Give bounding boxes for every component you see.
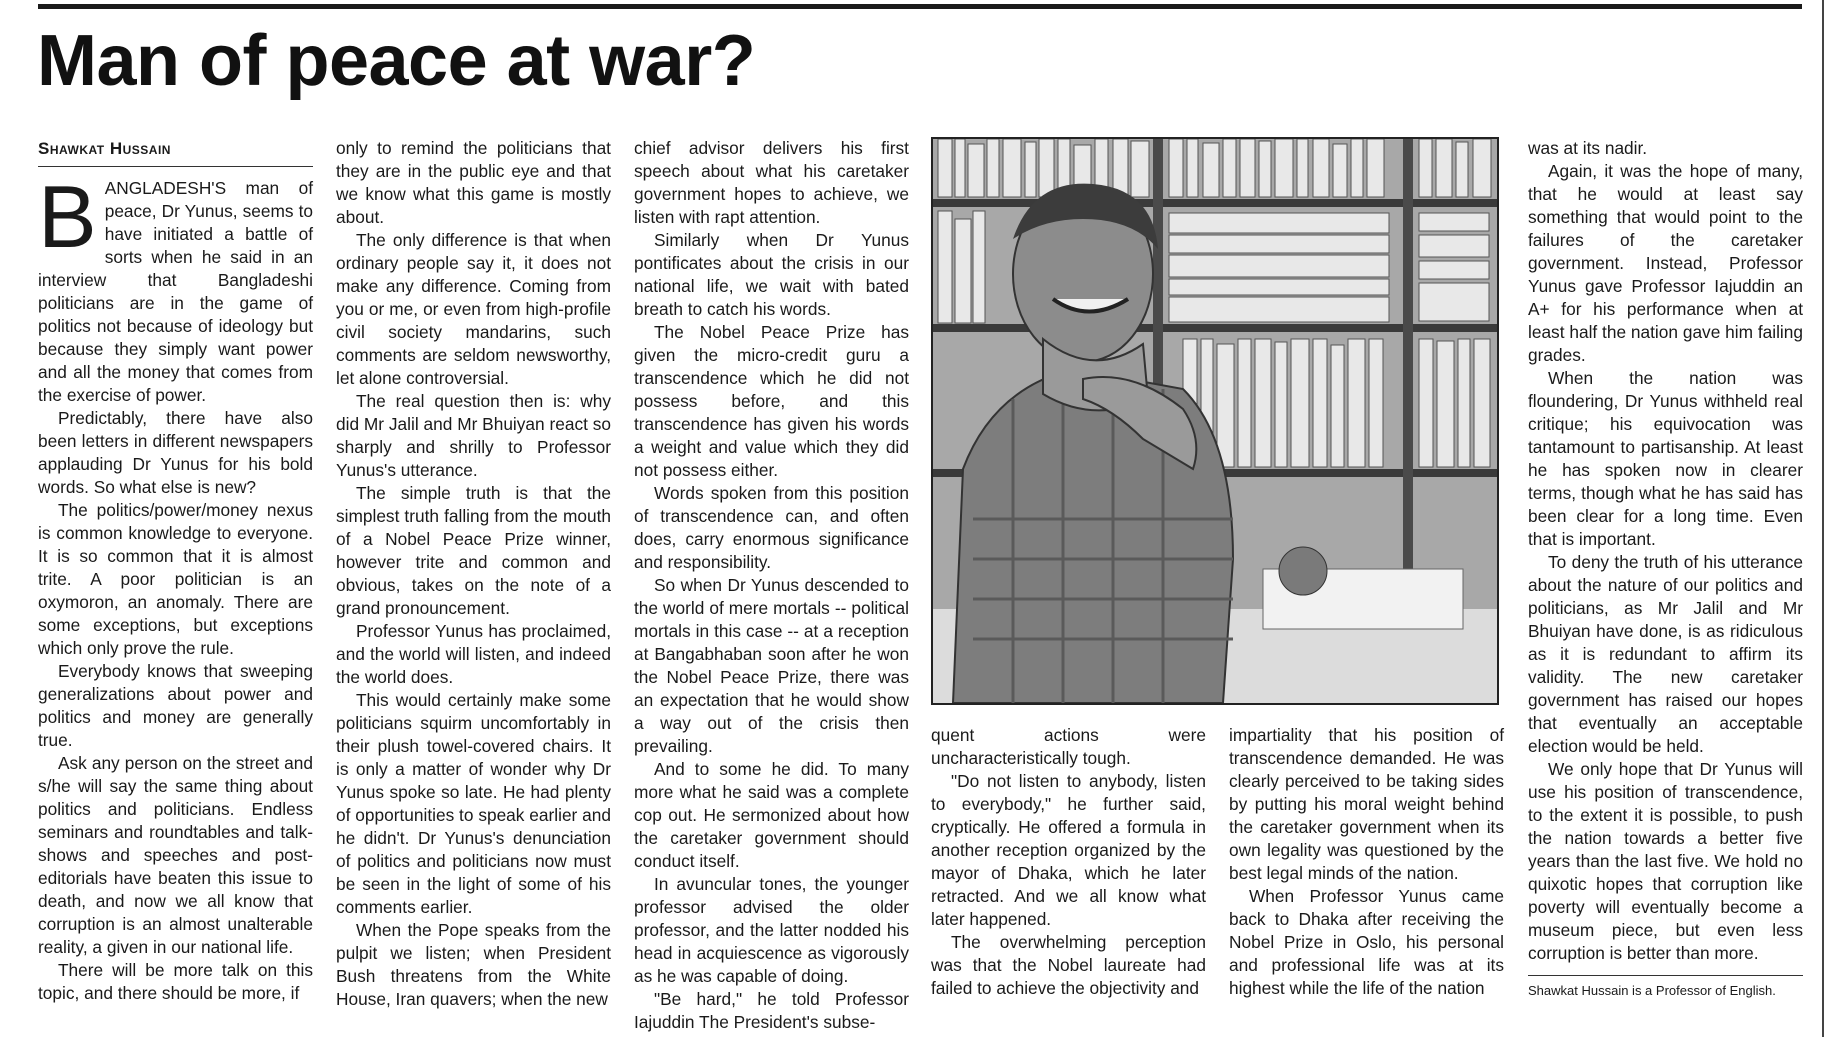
paragraph: Professor Yunus has proclaimed, and the world will listen, and indeed the world does. <box>336 621 611 687</box>
paragraph: The simple truth is that the simplest truth falling from the mouth of a Nobel Peace Prize winner, however trite and common and obvious, takes on the note of a grand pronouncement. <box>336 483 611 618</box>
drop-cap: B <box>38 167 97 266</box>
footnote-rule <box>1528 975 1803 1000</box>
paragraph: Similarly when Dr Yunus pontificates about the crisis in our national life, we wait with bated breath to catch his words. <box>634 230 909 319</box>
paragraph: And to some he did. To many more what he said was a complete cop out. He sermonized about how the caretaker government should conduct itself. <box>634 759 909 871</box>
paragraph: When the Pope speaks from the pulpit we listen; when President Bush threatens from the White House, Iran quavers; when the new <box>336 920 611 1009</box>
paragraph: When Professor Yunus came back to Dhaka after receiving the Nobel Prize in Oslo, his personal and professional life was at its highest while the life of the nation <box>1229 886 1504 998</box>
byline-name: Shawkat Hussain <box>38 139 171 158</box>
portrait-illustration <box>933 139 1497 703</box>
page-edge <box>1822 0 1824 1037</box>
column-1 <box>38 137 313 1005</box>
column-6 <box>1528 137 1803 1000</box>
paragraph: "Do not listen to anybody, listen to everybody," he further said, cryptically. He offered a formula in another reception organized by the mayor of Dhaka, which he later retracted. And we all know what later happened. <box>931 771 1206 929</box>
column-3 <box>634 137 909 1034</box>
paragraph: There will be more talk on this topic, and there should be more, if <box>38 960 313 1003</box>
column-4 <box>931 724 1206 1000</box>
paragraph: chief advisor delivers his first speech about what his caretaker government hopes to achieve, we listen with rapt attention. <box>634 138 909 227</box>
paragraph: Words spoken from this position of transcendence can, and often does, carry enormous significance and responsibility. <box>634 483 909 572</box>
paragraph: The Nobel Peace Prize has given the micro-credit guru a transcendence which he did not possess before, and this transcendence has given his words a weight and value which they did not possess either. <box>634 322 909 480</box>
paragraph: "Be hard," he told Professor Iajuddin The President's subse- <box>634 989 909 1032</box>
paragraph: The only difference is that when ordinary people say it, it does not make any difference. Coming from you or me, or even from high-profile civil society mandarins, such comments are seldom newsworthy, let alone controversial. <box>336 230 611 388</box>
column-2 <box>336 137 611 1011</box>
paragraph: In avuncular tones, the younger professor advised the older professor, and the latter nodded his head in acquiescence as vigorously as he was capable of doing. <box>634 874 909 986</box>
paragraph: We only hope that Dr Yunus will use his position of transcendence, to the extent it is possible, to push the nation towards a better five years than the last five. We hold no quixotic hopes that corruption like poverty will eventually become a museum piece, but even less corruption is better than more. <box>1528 759 1803 963</box>
paragraph: So when Dr Yunus descended to the world of mere mortals -- political mortals in this case -- at a reception at Bangabhaban soon after he won the Nobel Peace Prize, there was an expectation that he would show a way out of the crisis then prevailing. <box>634 575 909 756</box>
top-rule <box>38 4 1802 9</box>
paragraph: This would certainly make some politicians squirm uncomfortably in their plush towel-covered chairs. It is only a matter of wonder why Dr Yunus spoke so late. He had plenty of opportunities to speak earlier and he didn't. Dr Yunus's denunciation of politics and politicians now must be seen in the light of some of his comments earlier. <box>336 690 611 917</box>
paragraph: impartiality that his position of transcendence demanded. He was clearly perceived to be taking sides by putting his moral weight behind the caretaker government when its own legality was questioned by the best legal minds of the nation. <box>1229 725 1504 883</box>
byline <box>38 137 313 167</box>
column-5 <box>1229 724 1504 1000</box>
paragraph: quent actions were uncharacteristically tough. <box>931 725 1206 768</box>
paragraph: The overwhelming perception was that the Nobel laureate had failed to achieve the objectivity and <box>931 932 1206 998</box>
headline: Man of peace at war? <box>37 21 756 101</box>
paragraph: was at its nadir. <box>1528 138 1648 158</box>
paragraph: To deny the truth of his utterance about the nature of our politics and politicians, as Mr Jalil and Mr Bhuiyan have done, is as ridiculous as it is redundant to affirm its validity. The new caretaker government has raised our hopes that eventually an acceptable election would be held. <box>1528 552 1803 756</box>
paragraph: only to remind the politicians that they are in the public eye and that we know what this game is mostly about. <box>336 138 611 227</box>
paragraph: Predictably, there have also been letters in different newspapers applauding Dr Yunus for his bold words. So what else is new? <box>38 408 313 497</box>
paragraph-text: ANGLADESH'S man of peace, Dr Yunus, seems to have initiated a battle of sorts when he said in an interview that Bangladeshi politicians are in the game of politics not because of ideology but because they simply want power and all the money that comes from the exercise of power. <box>38 178 313 405</box>
paragraph: Ask any person on the street and s/he will say the same thing about politics and politicians. Endless seminars and roundtables and talk-shows and speeches and post-editorials have beaten this issue to death, and now we all know that corruption is an almost unalterable reality, a given in our national life. <box>38 753 313 957</box>
paragraph: The real question then is: why did Mr Jalil and Mr Bhuiyan react so sharply and shrilly to Professor Yunus's utterance. <box>336 391 611 480</box>
portrait-photo <box>931 137 1499 705</box>
paragraph: Again, it was the hope of many, that he would at least say something that would point to the failures of the caretaker government. Instead, Professor Yunus gave Professor Iajuddin an A+ for his performance when at least half the nation gave him failing grades. <box>1528 161 1803 365</box>
paragraph: When the nation was floundering, Dr Yunus withheld real critique; his equivocation was tantamount to partisanship. At least he has spoken now in clearer terms, though what he has said has been clear for a long time. Even that is important. <box>1528 368 1803 549</box>
paragraph: Everybody knows that sweeping generalizations about power and politics and money are generally true. <box>38 661 313 750</box>
paragraph: The politics/power/money nexus is common knowledge to everyone. It is so common that it is almost trite. A poor politician is an oxymoron, an anomaly. There are some exceptions, but exceptions which only prove the rule. <box>38 500 313 658</box>
author-footnote: Shawkat Hussain is a Professor of English. <box>1528 983 1776 998</box>
paragraph <box>38 167 313 407</box>
